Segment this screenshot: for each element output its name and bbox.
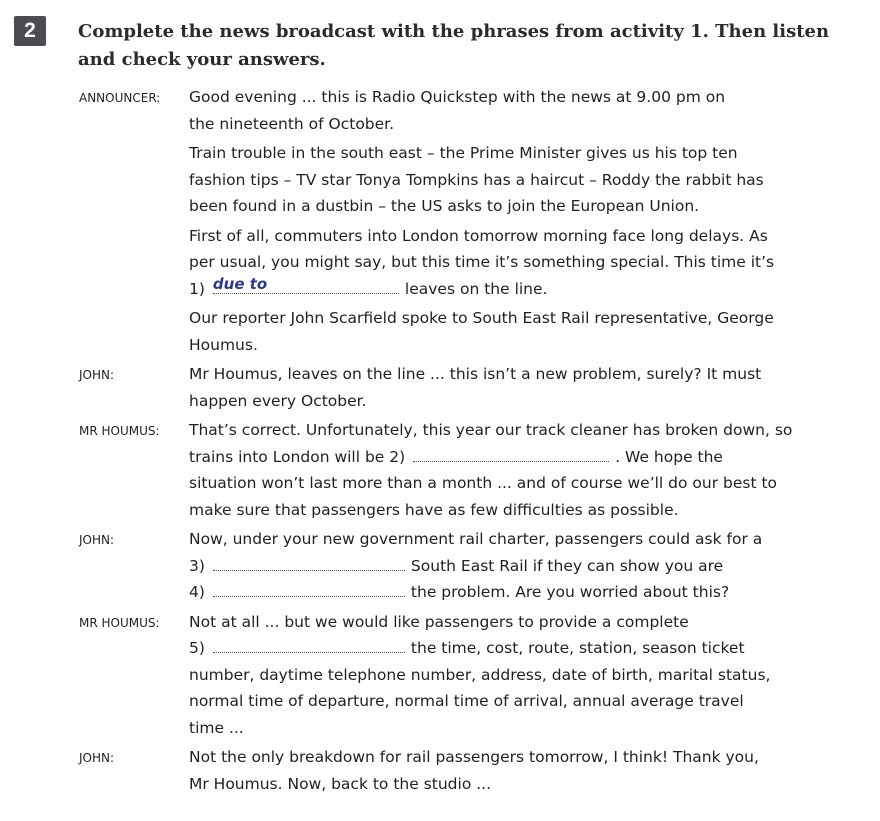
- text-line: per usual, you might say, but this time it’s something special. This time it’s: [189, 253, 775, 271]
- text-line: [189, 553, 849, 580]
- paragraph: [189, 361, 849, 414]
- text-line: time ...: [189, 718, 244, 737]
- text-line: Good evening ... this is Radio Quickstep with the news at 9.00 pm on: [189, 88, 726, 106]
- dialogue-turn-mr-houmus: [0, 417, 880, 523]
- text-line: Not the only breakdown for rail passengers tomorrow, I think! Thank you,: [189, 748, 759, 766]
- text-line: Now, under your new government rail charter, passengers could ask for a: [189, 530, 763, 548]
- text-line: normal time of departure, normal time of arrival, annual average travel: [189, 692, 744, 710]
- speaker-label: ANNOUNCER:: [79, 91, 161, 105]
- text-after-blank: leaves on the line.: [404, 279, 548, 298]
- text-line: [189, 276, 849, 303]
- text-line: Our reporter John Scarfield spoke to South East Rail representative, George: [189, 309, 774, 327]
- text-before-blank: trains into London will be 2): [189, 447, 406, 466]
- blank-number: 5): [189, 639, 205, 657]
- text-line: the nineteenth of October.: [189, 114, 395, 133]
- paragraph: [189, 417, 849, 523]
- text-line: That’s correct. Unfortunately, this year our track cleaner has broken down, so: [189, 421, 793, 439]
- answer-blank-5[interactable]: [213, 636, 405, 653]
- paragraph: [189, 305, 849, 358]
- dialogue-turn-announcer: [0, 84, 880, 358]
- speaker-label: JOHN:: [79, 751, 115, 765]
- text-line: Train trouble in the south east – the Prime Minister gives us his top ten: [189, 144, 738, 162]
- dialogue-turn-john: [0, 526, 880, 606]
- paragraph: [189, 609, 849, 742]
- speaker-label: JOHN:: [79, 368, 115, 382]
- instruction-line: Complete the news broadcast with the phrases from activity 1. Then listen: [78, 21, 830, 42]
- handwritten-answer: due to: [212, 274, 268, 293]
- text-line: First of all, commuters into London tomorrow morning face long delays. As: [189, 226, 768, 245]
- dialogue-turn-mr-houmus: [0, 609, 880, 742]
- blank-number: 4): [189, 583, 205, 601]
- blank-number: 3): [189, 556, 205, 575]
- dialogue-turn-john: [0, 361, 880, 414]
- text-line: Houmus.: [189, 335, 258, 354]
- paragraph: [189, 744, 849, 797]
- text-line: make sure that passengers have as few difficulties as possible.: [189, 500, 679, 519]
- text-line: fashion tips – TV star Tonya Tompkins has a haircut – Roddy the rabbit has: [189, 170, 764, 189]
- text-after-blank: the time, cost, route, station, season ticket: [410, 639, 745, 657]
- exercise-number-badge: 2: [14, 16, 46, 46]
- text-after-blank: . We hope the: [615, 447, 723, 466]
- instruction-line: and check your answers.: [78, 49, 326, 70]
- paragraph: [189, 140, 849, 220]
- speaker-label: JOHN:: [79, 533, 115, 547]
- paragraph: [189, 84, 849, 137]
- paragraph: [189, 223, 849, 303]
- text-line: Mr Houmus. Now, back to the studio ...: [189, 774, 492, 793]
- news-broadcast-dialogue: [0, 84, 880, 797]
- text-after-blank: the problem. Are you worried about this?: [410, 583, 730, 601]
- exercise-instruction: [78, 18, 838, 74]
- speaker-label: MR HOUMUS:: [79, 424, 160, 438]
- text-line: situation won’t last more than a month ... and of course we’ll do our best to: [189, 474, 778, 492]
- text-line: Not at all ... but we would like passengers to provide a complete: [189, 612, 689, 631]
- speaker-label: MR HOUMUS:: [79, 615, 160, 630]
- answer-blank-2[interactable]: [413, 445, 609, 462]
- text-line: happen every October.: [189, 391, 367, 410]
- answer-blank-4[interactable]: [213, 580, 405, 597]
- dialogue-turn-john: [0, 744, 880, 797]
- text-line: [189, 444, 849, 471]
- text-line: been found in a dustbin – the US asks to join the European Union.: [189, 197, 700, 215]
- text-line: Mr Houmus, leaves on the line ... this isn’t a new problem, surely? It must: [189, 365, 762, 383]
- text-line: number, daytime telephone number, address, date of birth, marital status,: [189, 665, 771, 684]
- paragraph: [189, 526, 849, 606]
- answer-blank-3[interactable]: [213, 554, 405, 571]
- text-line: [189, 579, 849, 606]
- blank-number: 1): [189, 279, 205, 298]
- text-after-blank: South East Rail if they can show you are: [410, 556, 724, 575]
- text-line: [189, 635, 849, 662]
- answer-blank-1[interactable]: [212, 274, 399, 294]
